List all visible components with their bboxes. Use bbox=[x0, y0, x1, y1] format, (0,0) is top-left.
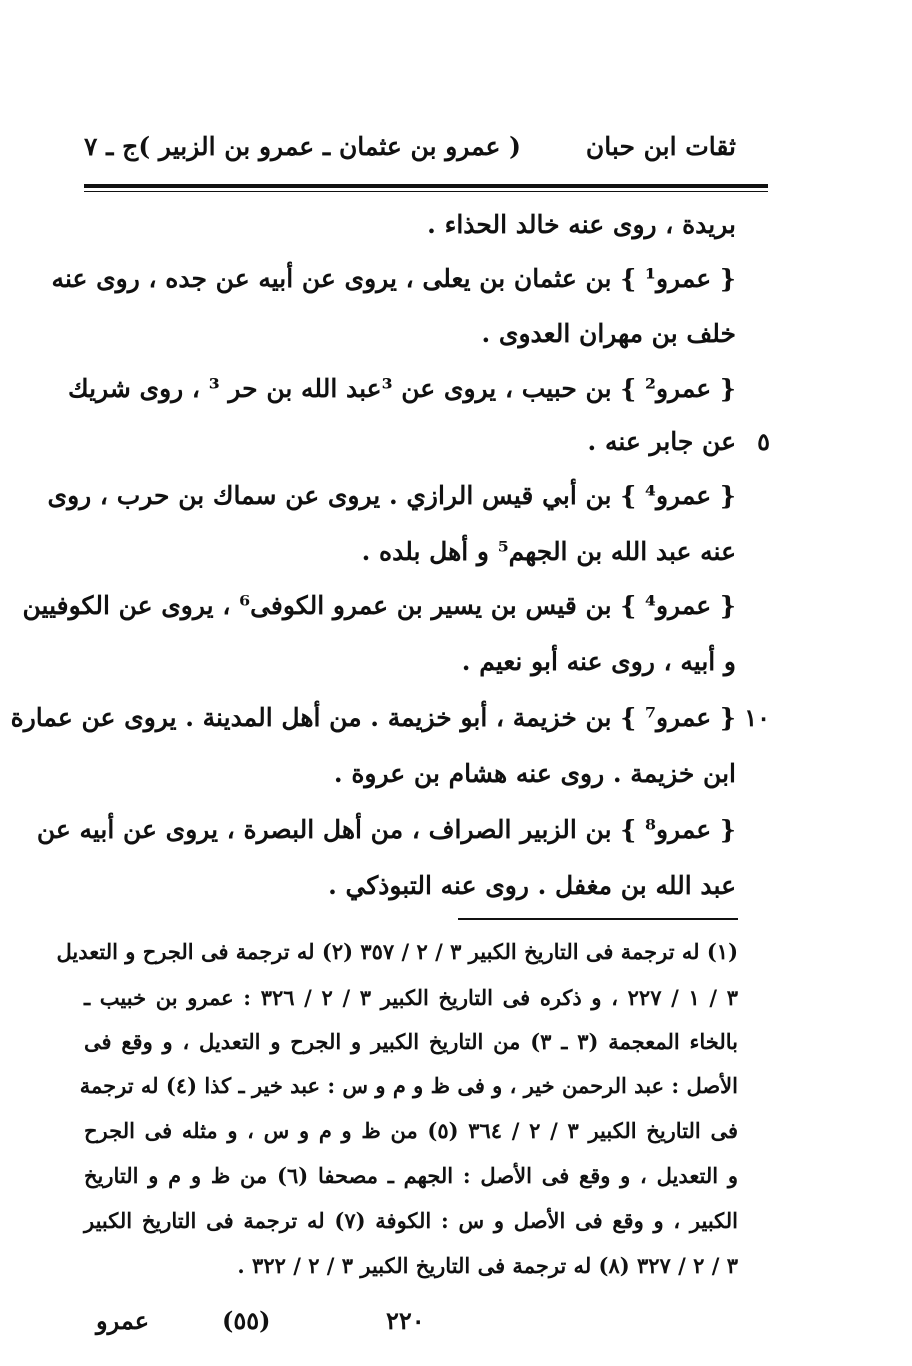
signature-mark: (٥٥) bbox=[222, 1306, 271, 1335]
footnote-line: الكبير ، و وقع فى الأصل و س : الكوفة (٧) له ترجمة فى التاريخ الكبير bbox=[84, 1208, 738, 1233]
header-rule-thin bbox=[84, 191, 768, 192]
body-line: و أبيه ، روى عنه أبو نعيم . bbox=[461, 647, 736, 676]
running-header bbox=[84, 132, 736, 172]
body-line: بريدة ، روى عنه خالد الحذاء . bbox=[427, 210, 736, 239]
footnote-line: الأصل : عبد الرحمن خير ، و فى ظ و م و س : عبد خير ـ كذا (٤) له ترجمة bbox=[79, 1073, 738, 1098]
body-line: عن جابر عنه . bbox=[587, 427, 736, 456]
footnote-line: بالخاء المعجمة (٣ ـ ٣) من التاريخ الكبير و الجرح و التعديل ، و وقع فى bbox=[84, 1029, 738, 1054]
header-volume: ج ـ ٧ bbox=[84, 132, 139, 161]
header-book-title: ثقات ابن حبان bbox=[585, 132, 736, 161]
body-line: عبد الله بن مغفل . روى عنه التبوذكي . bbox=[328, 871, 736, 900]
footnote-line: ٣ / ٢ / ٣٢٧ (٨) له ترجمة فى التاريخ الكبير ٣ / ٢ / ٣٢٢ . bbox=[237, 1253, 738, 1278]
footnote-line: (١) له ترجمة فى التاريخ الكبير ٣ / ٢ / ٣٥٧ (٢) له ترجمة فى الجرح و التعديل bbox=[56, 939, 738, 964]
body-line: { عمرو⁸ } بن الزبير الصراف ، من أهل البصرة ، يروى عن أبيه عن bbox=[36, 815, 736, 844]
body-line: { عمرو⁷ } بن خزيمة ، أبو خزيمة . من أهل المدينة . يروى عن عمارة bbox=[10, 703, 736, 732]
line-number: ١٠ bbox=[744, 703, 770, 732]
header-rule bbox=[84, 184, 768, 188]
footnote-line: فى التاريخ الكبير ٣ / ٢ / ٣٦٤ (٥) من ظ و م و س ، و مثله فى الجرح bbox=[84, 1118, 739, 1143]
page-number: ٢٢٠ bbox=[386, 1306, 425, 1335]
catchword: عمرو bbox=[96, 1306, 150, 1335]
footnote-line: و التعديل ، و وقع فى الأصل : الجهم ـ مصحفا (٦) من ظ و م و التاريخ bbox=[84, 1163, 738, 1188]
body-line: { عمرو¹ } بن عثمان بن يعلى ، يروى عن أبيه عن جده ، روى عنه bbox=[51, 264, 736, 293]
header-section-title: ( عمرو بن عثمان ـ عمرو بن الزبير ) bbox=[138, 132, 521, 161]
body-line: عنه عبد الله بن الجهم⁵ و أهل بلده . bbox=[361, 537, 736, 566]
body-line: ابن خزيمة . روى عنه هشام بن عروة . bbox=[333, 759, 736, 788]
body-line: { عمرو² } بن حبيب ، يروى عن ³عبد الله بن حر ³ ، روى شريك bbox=[68, 374, 736, 403]
body-line: { عمرو⁴ } بن أبي قيس الرازي . يروى عن سماك بن حرب ، روى bbox=[47, 481, 736, 510]
line-number: ٥ bbox=[757, 427, 770, 456]
footnote-separator bbox=[458, 918, 738, 920]
body-line: خلف بن مهران العدوى . bbox=[481, 319, 736, 348]
footnote-line: ٣ / ١ / ٢٢٧ ، و ذكره فى التاريخ الكبير ٣ / ٢ / ٣٢٦ : عمرو بن خبيب ـ bbox=[84, 985, 739, 1010]
body-line: { عمرو⁴ } بن قيس بن يسير بن عمرو الكوفى⁶ ، يروى عن الكوفيين bbox=[22, 591, 736, 620]
